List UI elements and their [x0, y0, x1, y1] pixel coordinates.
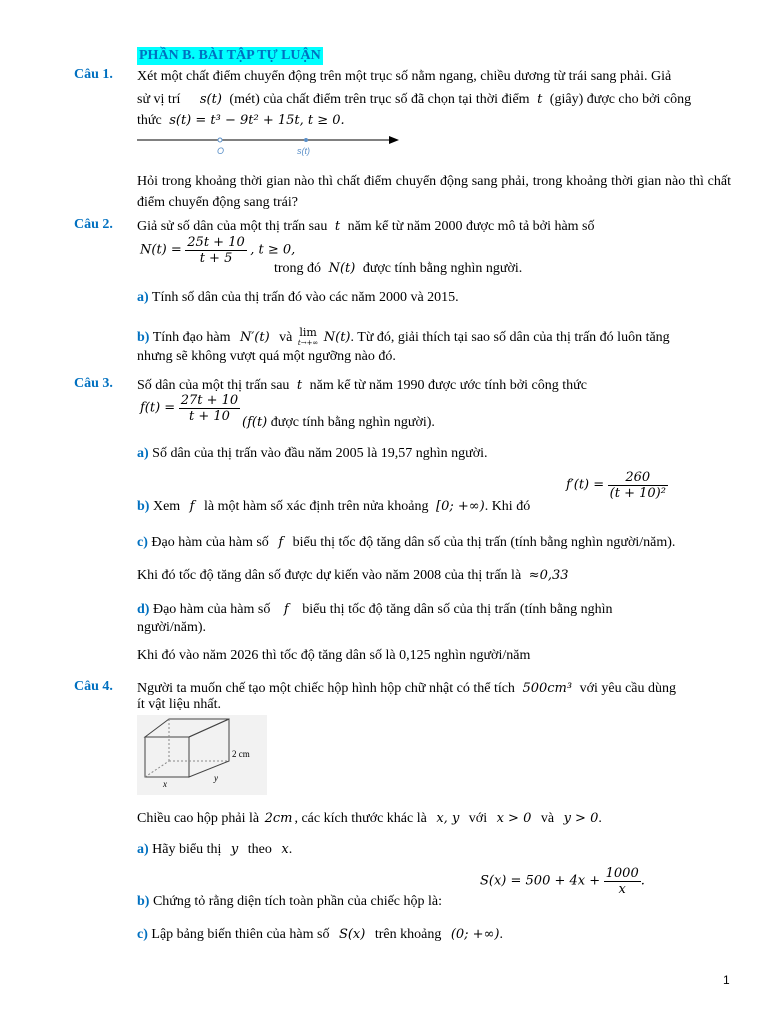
page-number: 1	[723, 973, 730, 987]
box-height-label: 2 cm	[232, 749, 250, 759]
q2-formula: N(t) = $\frac{25t + 10}{t + 5}$ , t ≥ 0,	[140, 235, 296, 266]
q3-label: Câu 3.	[74, 376, 113, 391]
q4-line2: ít vật liệu nhất.	[137, 697, 221, 712]
q4-c: c) Lập bảng biến thiên của hàm số S(x) trên khoảng (0; +∞).	[137, 927, 503, 942]
q3-d-line2: người/năm).	[137, 620, 207, 635]
q2-b-line2: nhưng sẽ không vượt quá một ngưỡng nào đó.	[137, 349, 396, 364]
q3-c: c) Đạo hàm của hàm số f biểu thị tốc độ tăng dân số của thị trấn (tính bằng nghìn người/năm).	[137, 535, 676, 550]
q3-line3: (f(t) được tính bằng nghìn người).	[242, 415, 435, 430]
axis-st-label: s(t)	[297, 146, 310, 156]
q4-a: a) Hãy biểu thị y theo x.	[137, 842, 293, 857]
q2-b: b) Tính đạo hàm N′(t) và lim t→+∞ N(t). Từ đó, giải thích tại sao số dân của thị trấn đó luôn tăng	[137, 326, 670, 347]
box-y-label: y	[214, 773, 218, 783]
q4-line3: Chiều cao hộp phải là 2cm , các kích thước khác là x, y với x > 0 và y > 0.	[137, 811, 602, 826]
q2-line1: Giả sử số dân của một thị trấn sau t năm kể từ năm 2000 được mô tả bởi hàm số	[137, 219, 595, 234]
q3-c-line2: Khi đó tốc độ tăng dân số được dự kiến vào năm 2008 của thị trấn là ≈0,33	[137, 568, 569, 583]
box-x-label: x	[163, 779, 167, 789]
q4-b: b) Chứng tỏ rằng diện tích toàn phần của chiếc hộp là:	[137, 894, 443, 909]
q4-b-formula: S(x) = 500 + 4x + $\frac{1000}{x}$ .	[480, 866, 645, 897]
q2-label: Câu 2.	[74, 217, 113, 232]
section-heading: PHẦN B. BÀI TẬP TỰ LUẬN	[139, 48, 321, 63]
q3-a: a) Số dân của thị trấn vào đầu năm 2005 là 19,57 nghìn người.	[137, 446, 488, 461]
axis-origin-label: O	[217, 146, 225, 156]
q3-line1: Số dân của một thị trấn sau t năm kể từ năm 1990 được ước tính bởi công thức	[137, 378, 587, 393]
q1-line1: Xét một chất điểm chuyển động trên một trục số nằm ngang, chiều dương từ trái sang phải. Giả	[137, 69, 672, 84]
q2-a: a) Tính số dân của thị trấn đó vào các năm 2000 và 2015.	[137, 290, 459, 305]
q3-d: d) Đạo hàm của hàm số f biểu thị tốc độ tăng dân số của thị trấn (tính bằng nghìn	[137, 602, 613, 617]
q3-formula: f(t) = $\frac{27t + 10}{t + 10}$	[140, 393, 239, 424]
q1-formula: s(t) = t³ − 9t² + 15t, t ≥ 0.	[169, 113, 345, 128]
q4-line1: Người ta muốn chế tạo một chiếc hộp hình hộp chữ nhật có thể tích 500cm³ với yêu cầu dùng	[137, 681, 677, 696]
q2-line3: trong đó N(t) được tính bằng nghìn người.	[274, 261, 523, 276]
box-figure	[137, 715, 267, 795]
q3-d-line3: Khi đó vào năm 2026 thì tốc độ tăng dân số là 0,125 nghìn người/năm	[137, 648, 531, 663]
q4-label: Câu 4.	[74, 679, 113, 694]
q1-question: Hỏi trong khoảng thời gian nào thì chất điểm chuyển động sang phải, trong khoảng thời gian nào thì chất điểm chuyển động sang trái?	[137, 174, 731, 210]
q3-b: b) Xem f là một hàm số xác định trên nửa khoảng [0; +∞). Khi đó	[137, 499, 531, 514]
q1-line2: sử vị trí s(t) (mét) của chất điểm trên trục số đã chọn tại thời điểm t (giây) được cho bởi công	[137, 92, 692, 107]
q1-line3: thức s(t) = t³ − 9t² + 15t, t ≥ 0.	[137, 113, 345, 128]
q3-b-formula: f′(t) = $\frac{260}{\text{(t + 10)²}}$	[566, 470, 666, 501]
number-line	[137, 134, 407, 162]
q1-label: Câu 1.	[74, 67, 113, 82]
